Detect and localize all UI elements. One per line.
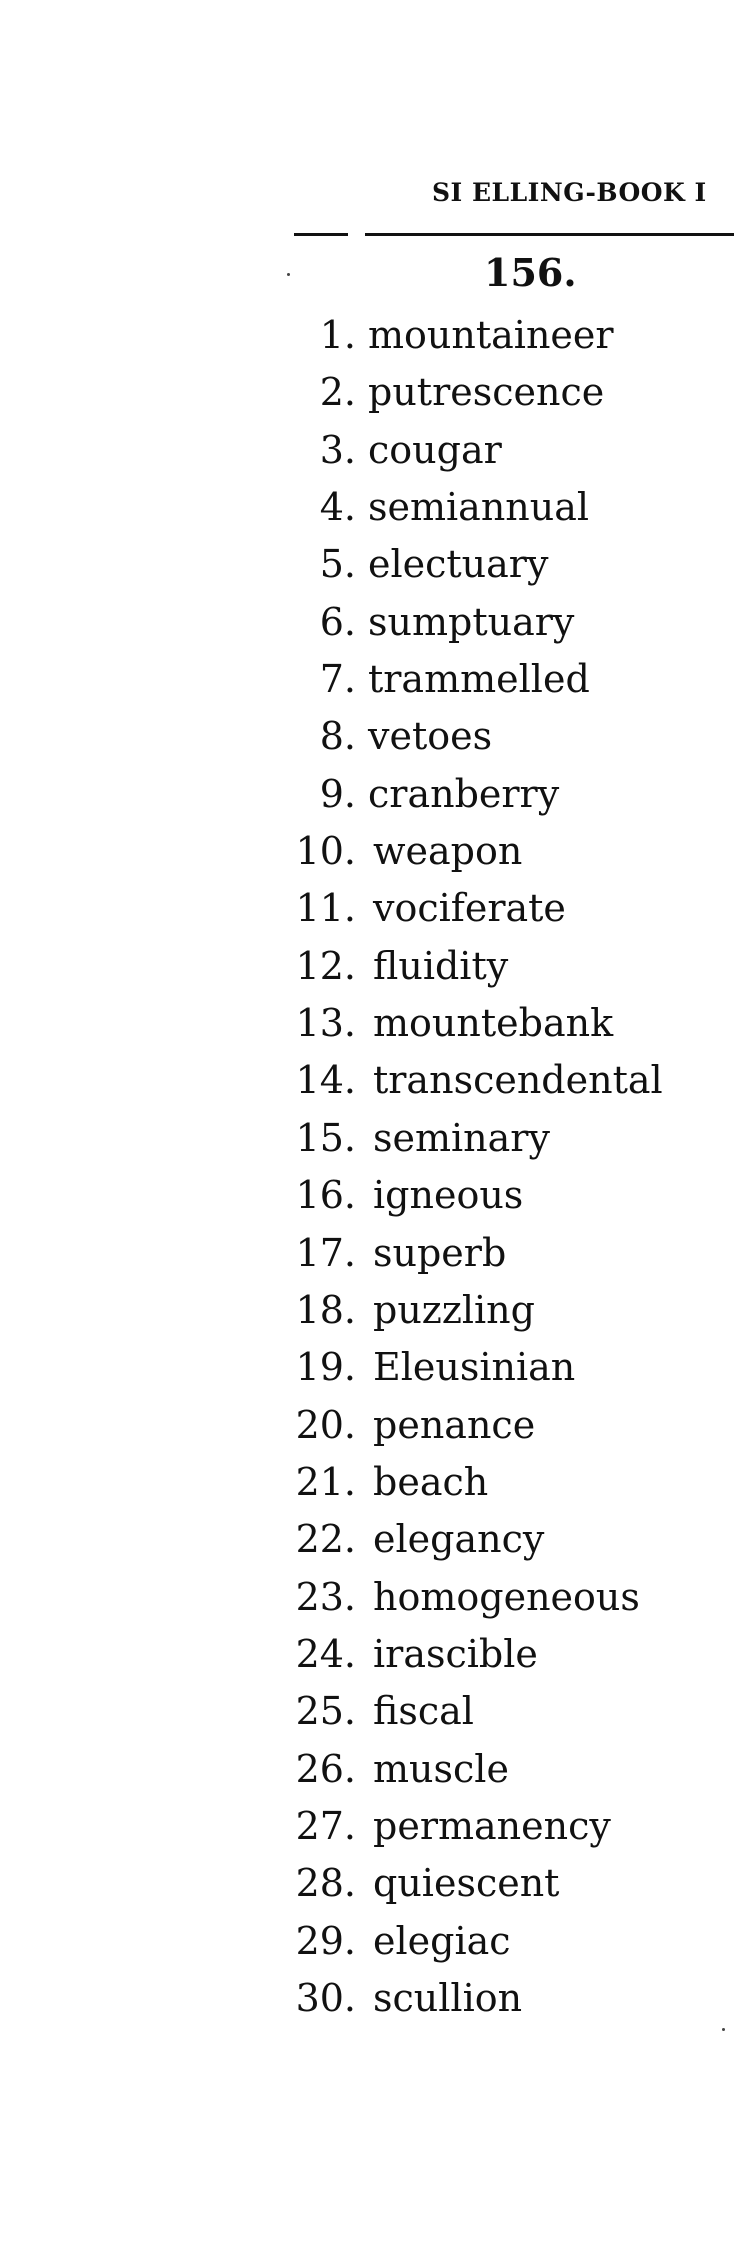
spelling-word: cranberry xyxy=(368,771,560,816)
item-number: 18. xyxy=(295,1287,356,1332)
list-item xyxy=(0,307,734,364)
list-item xyxy=(0,1913,734,1970)
spelling-word: seminary xyxy=(373,1115,550,1160)
spelling-word: muscle xyxy=(373,1746,509,1791)
item-number: 27. xyxy=(295,1803,356,1848)
list-item xyxy=(0,422,734,479)
spelling-word: fiscal xyxy=(373,1689,474,1734)
list-item xyxy=(0,1798,734,1855)
list-item xyxy=(0,479,734,536)
item-number: 2. xyxy=(319,370,356,415)
item-number: 22. xyxy=(295,1517,356,1562)
spelling-word: permanency xyxy=(373,1803,611,1848)
list-item xyxy=(0,1052,734,1109)
item-number: 30. xyxy=(295,1975,356,2020)
spelling-word: mountebank xyxy=(373,1001,614,1046)
item-number: 6. xyxy=(319,599,356,644)
spelling-word: quiescent xyxy=(373,1861,560,1906)
item-number: 24. xyxy=(295,1631,356,1676)
item-number: 9. xyxy=(319,771,356,816)
list-item xyxy=(0,1397,734,1454)
item-number: 7. xyxy=(319,657,356,702)
list-item xyxy=(0,1339,734,1396)
spelling-word: fluidity xyxy=(373,943,509,988)
spelling-word: cougar xyxy=(368,427,502,472)
list-item xyxy=(0,651,734,708)
item-number: 8. xyxy=(319,714,356,759)
spelling-word: puzzling xyxy=(373,1287,535,1332)
header-rule-short xyxy=(294,233,348,236)
list-item xyxy=(0,1110,734,1167)
item-number: 21. xyxy=(295,1459,356,1504)
spelling-word: vociferate xyxy=(373,886,566,931)
item-number: 23. xyxy=(295,1574,356,1619)
list-item xyxy=(0,823,734,880)
spelling-word: penance xyxy=(373,1402,536,1447)
list-item xyxy=(0,766,734,823)
list-item xyxy=(0,536,734,593)
list-item xyxy=(0,594,734,651)
spelling-word: weapon xyxy=(373,829,523,874)
speck-mark xyxy=(287,273,290,276)
item-number: 13. xyxy=(295,1001,356,1046)
item-number: 1. xyxy=(319,313,356,357)
spelling-word-list xyxy=(0,307,734,2027)
list-item xyxy=(0,364,734,421)
spelling-word: Eleusinian xyxy=(373,1345,576,1390)
list-item xyxy=(0,1855,734,1912)
list-item xyxy=(0,880,734,937)
list-item xyxy=(0,995,734,1052)
item-number: 14. xyxy=(295,1058,356,1103)
spelling-word: scullion xyxy=(373,1975,523,2020)
list-item xyxy=(0,1225,734,1282)
item-number: 16. xyxy=(295,1173,356,1218)
spelling-word: trammelled xyxy=(368,657,590,702)
item-number: 5. xyxy=(319,542,356,587)
list-item xyxy=(0,1167,734,1224)
item-number: 11. xyxy=(295,886,356,931)
spelling-word: elegancy xyxy=(373,1517,545,1562)
spelling-word: elegiac xyxy=(373,1918,511,1963)
list-item xyxy=(0,1569,734,1626)
spelling-word: putrescence xyxy=(368,370,605,415)
item-number: 10. xyxy=(295,829,356,874)
item-number: 3. xyxy=(319,427,356,472)
running-header: SI ELLING-BOOK I xyxy=(432,178,707,207)
list-item xyxy=(0,1282,734,1339)
list-item xyxy=(0,1511,734,1568)
speck-mark xyxy=(722,2028,725,2031)
item-number: 17. xyxy=(295,1230,356,1275)
item-number: 19. xyxy=(295,1345,356,1390)
list-item xyxy=(0,708,734,765)
spelling-word: transcendental xyxy=(373,1058,663,1103)
item-number: 15. xyxy=(295,1115,356,1160)
list-item xyxy=(0,1683,734,1740)
item-number: 20. xyxy=(295,1402,356,1447)
section-number: 156. xyxy=(484,250,577,295)
spelling-word: mountaineer xyxy=(368,313,614,357)
spelling-word: irascible xyxy=(373,1631,538,1676)
item-number: 26. xyxy=(295,1746,356,1791)
spelling-word: superb xyxy=(373,1230,507,1275)
item-number: 28. xyxy=(295,1861,356,1906)
spelling-word: vetoes xyxy=(368,714,493,759)
spelling-word: beach xyxy=(373,1459,489,1504)
header-rule-long xyxy=(365,233,734,236)
list-item xyxy=(0,938,734,995)
spelling-word: semiannual xyxy=(368,485,590,530)
item-number: 29. xyxy=(295,1918,356,1963)
item-number: 4. xyxy=(319,485,356,530)
item-number: 25. xyxy=(295,1689,356,1734)
spelling-word: sumptuary xyxy=(368,599,575,644)
list-item xyxy=(0,1970,734,2027)
list-item xyxy=(0,1741,734,1798)
spelling-word: igneous xyxy=(373,1173,524,1218)
spelling-word: homogeneous xyxy=(373,1574,640,1619)
list-item xyxy=(0,1626,734,1683)
spelling-word: electuary xyxy=(368,542,549,587)
list-item xyxy=(0,1454,734,1511)
item-number: 12. xyxy=(295,943,356,988)
